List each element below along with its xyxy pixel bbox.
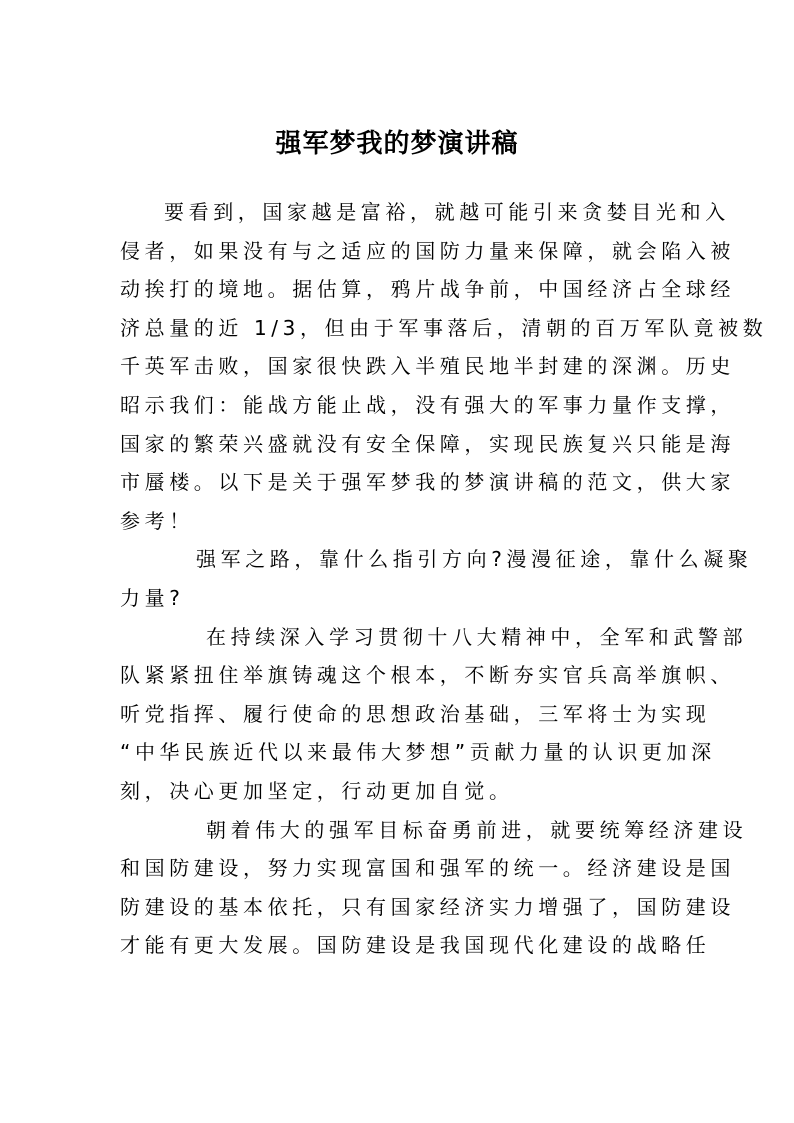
text-line: 力量? bbox=[120, 585, 185, 610]
text-line: 昭示我们：能战方能止战，没有强大的军事力量作支撑， bbox=[120, 392, 735, 417]
text-line: 动挨打的境地。据估算，鸦片战争前，中国经济占全球经 bbox=[120, 277, 735, 302]
text-line: 强军之路，靠什么指引方向?漫漫征途，靠什么凝聚 bbox=[196, 547, 753, 572]
text-line: 国家的繁荣兴盛就没有安全保障，实现民族复兴只能是海 bbox=[120, 431, 735, 456]
document-body bbox=[120, 193, 768, 965]
text-line: 和国防建设，努力实现富国和强军的统一。经济建设是国 bbox=[120, 856, 735, 881]
text-line: 参考！ bbox=[120, 508, 194, 533]
text-line: 防建设的基本依托，只有国家经济实力增强了，国防建设 bbox=[120, 894, 735, 919]
text-line: 朝着伟大的强军目标奋勇前进，就要统筹经济建设 bbox=[206, 817, 748, 842]
document-title: 强军梦我的梦演讲稿 bbox=[275, 129, 519, 159]
text-line: 侵者，如果没有与之适应的国防力量来保障，就会陷入被 bbox=[120, 238, 735, 263]
text-line: 才能有更大发展。国防建设是我国现代化建设的战略任 bbox=[120, 933, 711, 958]
text-line: 听党指挥、履行使命的思想政治基础，三军将士为实现 bbox=[120, 701, 711, 726]
text-line: 市蜃楼。以下是关于强军梦我的梦演讲稿的范文，供大家 bbox=[120, 470, 735, 495]
text-line: 队紧紧扭住举旗铸魂这个根本，不断夯实官兵高举旗帜、 bbox=[120, 663, 735, 688]
text-line: 济总量的近 1/3，但由于军事落后，清朝的百万军队竟被数 bbox=[120, 315, 768, 340]
text-line: 刻，决心更加坚定，行动更加自觉。 bbox=[120, 778, 514, 803]
text-line: 在持续深入学习贯彻十八大精神中，全军和武警部 bbox=[206, 624, 748, 649]
text-line: 要看到，国家越是富裕，就越可能引来贪婪目光和入 bbox=[164, 200, 730, 224]
text-line: “中华民族近代以来最伟大梦想”贡献力量的认识更加深 bbox=[120, 740, 716, 765]
text-line: 千英军击败，国家很快跌入半殖民地半封建的深渊。历史 bbox=[120, 354, 735, 379]
